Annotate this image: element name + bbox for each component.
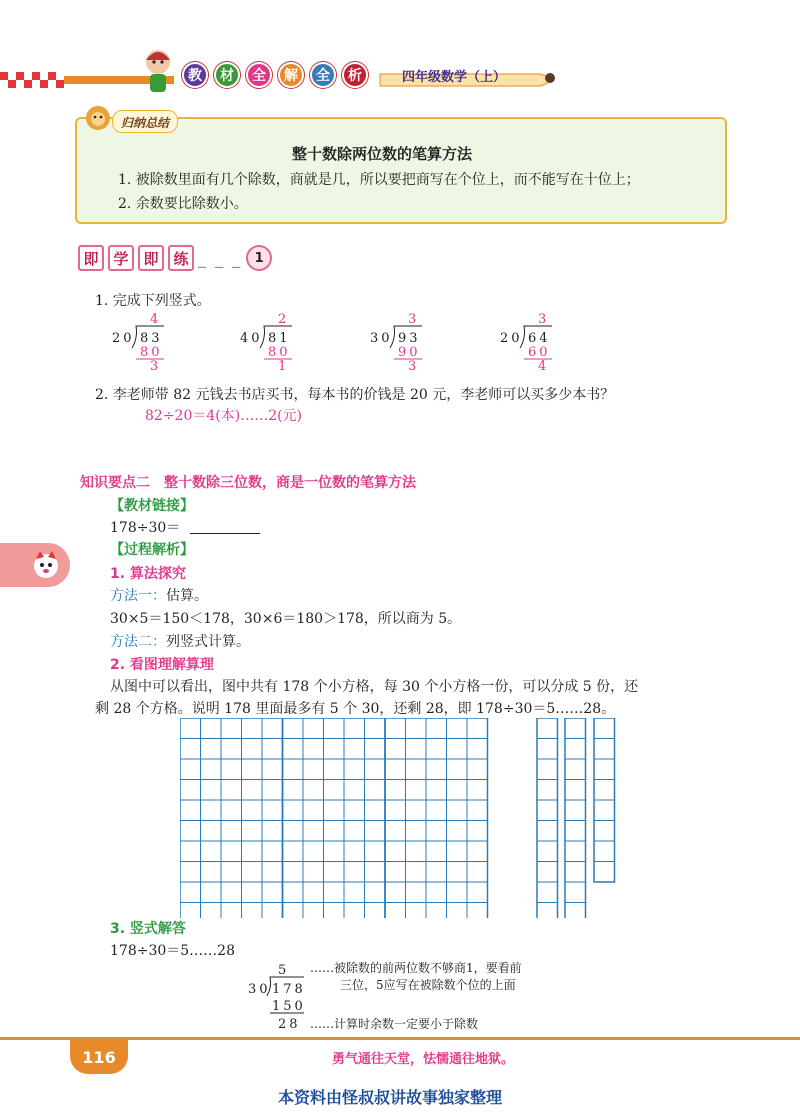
- lion-mascot-icon: [84, 104, 112, 132]
- method-1: [110, 585, 208, 605]
- remainder: 28: [278, 1017, 301, 1032]
- step-3-expression: 178÷30＝5……28: [110, 943, 235, 959]
- square-grid-figure: [180, 718, 630, 918]
- extra-column: [537, 718, 558, 918]
- method-1-label: 方法一：: [110, 588, 166, 604]
- divisor: 20: [500, 331, 523, 346]
- method-2-text: 列竖式计算。: [166, 634, 250, 650]
- series-char: 全: [246, 62, 272, 88]
- series-char: 教: [182, 62, 208, 88]
- series-char: 析: [342, 62, 368, 88]
- annotation-2: ……计算时余数一定要小于除数: [310, 1017, 479, 1031]
- remainder: 1: [278, 359, 290, 374]
- quotient: 5: [278, 963, 290, 978]
- summary-tag-text: 归纳总结: [121, 116, 170, 130]
- product: 60: [528, 345, 551, 360]
- link-expression: 178÷30＝: [110, 520, 181, 536]
- practice-char: 即: [138, 245, 164, 271]
- answer-blank: [190, 533, 260, 534]
- summary-tag: [112, 110, 178, 133]
- division-1: [112, 312, 164, 374]
- division-3: [370, 312, 422, 374]
- annotation-1: [310, 960, 522, 994]
- practice-dash: _ _ _: [198, 248, 243, 268]
- step-2-paragraph-2: 剩 28 个方格。说明 178 里面最多有 5 个 30，还剩 28，即 178÷30＝5……28。: [95, 701, 616, 717]
- quotient: 3: [538, 312, 550, 327]
- cat-mascot-icon: [30, 549, 62, 581]
- dividend: 83: [140, 331, 163, 346]
- product: 80: [140, 345, 163, 360]
- link-label: 【教材链接】: [110, 498, 194, 514]
- question-1: 1. 完成下列竖式。: [95, 293, 211, 309]
- series-char: 材: [214, 62, 240, 88]
- divisor: 30: [248, 982, 271, 997]
- dividend: 178: [272, 982, 306, 997]
- method-1-text: 估算。: [166, 588, 208, 604]
- division-4: [500, 312, 552, 374]
- header-band: [0, 60, 800, 100]
- step-2-heading: 2. 看图理解算理: [110, 657, 214, 673]
- series-title: [182, 62, 368, 88]
- annotation-1b: 三位，5应写在被除数个位的上面: [340, 978, 516, 992]
- remainder: 4: [538, 359, 550, 374]
- practice-number: 1: [246, 245, 272, 271]
- annotation-1a: ……被除数的前两位数不够商1，要看前: [310, 961, 522, 975]
- quotient: 4: [150, 312, 162, 327]
- summary-line-2: 2. 余数要比除数小。: [118, 196, 248, 212]
- method-2: [110, 631, 250, 651]
- bottom-note: 本资料由怪叔叔讲故事独家整理: [278, 1088, 503, 1107]
- extra-column: [565, 718, 586, 918]
- product: 80: [268, 345, 291, 360]
- product: 150: [272, 999, 306, 1014]
- quotient: 3: [408, 312, 420, 327]
- question-2: 2. 李老师带 82 元钱去书店买书，每本书的价钱是 20 元，李老师可以买多少本书？: [95, 387, 615, 403]
- step-3-heading: 3. 竖式解答: [110, 921, 186, 937]
- method-1-calc: 30×5＝150＜178，30×6＝180＞178，所以商为 5。: [110, 611, 462, 627]
- page-number: 116: [70, 1040, 128, 1074]
- grade-label: 四年级数学（上）: [402, 70, 507, 85]
- section-heading: 知识要点二 整十数除三位数，商是一位数的笔算方法: [80, 475, 416, 491]
- square-grid-svg: [180, 718, 630, 918]
- remainder: 3: [150, 359, 162, 374]
- main-grid: [180, 718, 488, 918]
- question-2-answer: 82÷20＝4(本)……2(元): [145, 408, 303, 424]
- summary-title: 整十数除两位数的笔算方法: [292, 145, 473, 163]
- product: 90: [398, 345, 421, 360]
- header-decoration: [0, 60, 800, 100]
- dividend: 64: [528, 331, 551, 346]
- practice-char: 练: [168, 245, 194, 271]
- step-2-paragraph-1: 从图中可以看出，图中共有 178 个小方格，每 30 个小方格一份，可以分成 5 份，还: [110, 679, 639, 695]
- method-2-label: 方法二：: [110, 634, 166, 650]
- practice-char: 学: [108, 245, 134, 271]
- dividend: 81: [268, 331, 291, 346]
- quotient: 2: [278, 312, 290, 327]
- series-char: 解: [278, 62, 304, 88]
- step-1-heading: 1. 算法探究: [110, 566, 186, 582]
- division-svg: [0, 312, 800, 374]
- analysis-label: 【过程解析】: [110, 542, 194, 558]
- practice-char: 即: [78, 245, 104, 271]
- division-exercises: [0, 312, 800, 374]
- remainder: 3: [408, 359, 420, 374]
- mascot-girl-icon: [138, 44, 178, 96]
- division-2: [240, 312, 292, 374]
- dividend: 93: [398, 331, 421, 346]
- divisor: 30: [370, 331, 393, 346]
- footer-motto: 勇气通往天堂，怯懦通往地狱。: [332, 1052, 515, 1067]
- summary-line-1: 1. 被除数里面有几个除数，商就是几，所以要把商写在个位上，而不能写在十位上；: [118, 172, 640, 188]
- series-char: 全: [310, 62, 336, 88]
- divisor: 20: [112, 331, 135, 346]
- practice-banner: [78, 245, 272, 271]
- divisor: 40: [240, 331, 263, 346]
